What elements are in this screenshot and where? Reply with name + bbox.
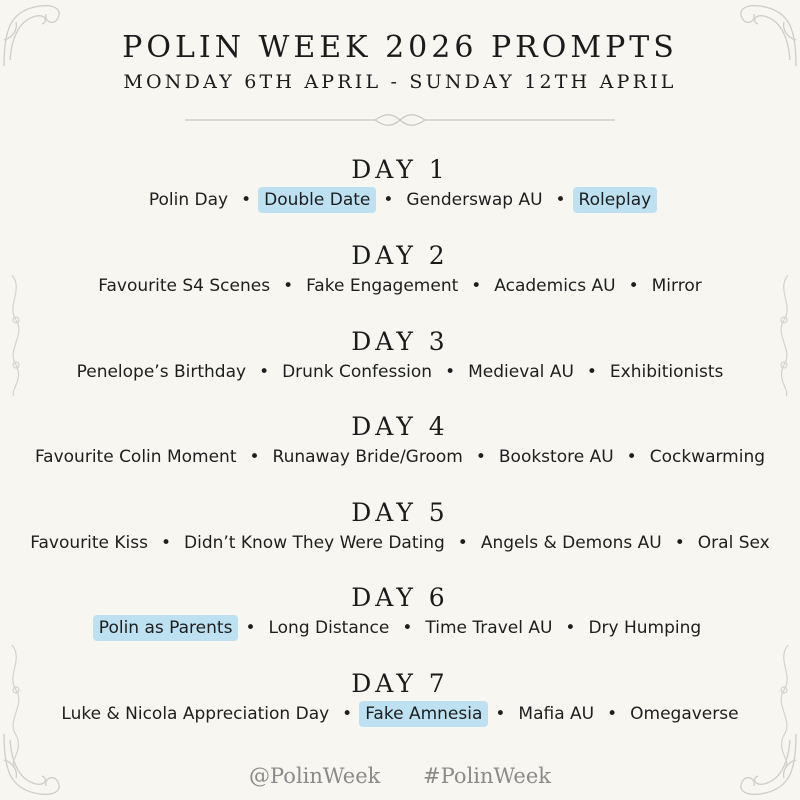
day-block: [0, 668, 800, 727]
prompt-item: Drunk Confession: [282, 362, 433, 382]
footer: [0, 764, 800, 788]
prompt-item: Favourite Colin Moment: [34, 447, 237, 467]
bullet-separator-icon: •: [495, 704, 506, 724]
prompt-item: Dry Humping: [588, 618, 702, 638]
ornamental-divider-icon: [185, 112, 615, 126]
prompt-item: Angels & Demons AU: [480, 533, 662, 553]
prompt-row: [0, 359, 800, 385]
prompt-item: Bookstore AU: [498, 447, 614, 467]
day-heading: DAY 2: [351, 241, 449, 270]
bullet-separator-icon: •: [445, 362, 456, 382]
bullet-separator-icon: •: [342, 704, 353, 724]
prompt-item: Didn’t Know They Were Dating: [184, 533, 445, 553]
prompt-item-highlighted: Double Date: [258, 187, 376, 213]
bullet-separator-icon: •: [283, 276, 294, 296]
prompt-item: Fake Engagement: [306, 276, 459, 296]
prompt-item: Genderswap AU: [406, 190, 543, 210]
day-heading: DAY 3: [351, 327, 449, 356]
bullet-separator-icon: •: [259, 362, 270, 382]
prompt-item: Polin Day: [148, 190, 229, 210]
bullet-separator-icon: •: [241, 190, 252, 210]
prompt-item: Runaway Bride/Groom: [272, 447, 463, 467]
day-heading: DAY 7: [351, 669, 449, 698]
prompt-item-highlighted: Roleplay: [573, 187, 658, 213]
bullet-separator-icon: •: [565, 618, 576, 638]
bullet-separator-icon: •: [402, 618, 413, 638]
prompt-item: Exhibitionists: [609, 362, 724, 382]
bullet-separator-icon: •: [160, 533, 172, 553]
prompt-row: [0, 444, 800, 470]
prompt-item: Favourite S4 Scenes: [98, 276, 271, 296]
day-block: [0, 240, 800, 299]
prompt-item: Long Distance: [268, 618, 390, 638]
bullet-separator-icon: •: [249, 447, 260, 467]
prompt-item: Medieval AU: [468, 362, 574, 382]
prompt-item: Penelope’s Birthday: [76, 362, 247, 382]
social-handle: @PolinWeek: [249, 764, 381, 788]
date-range: MONDAY 6TH APRIL - SUNDAY 12TH APRIL: [123, 71, 677, 93]
prompt-row: [0, 701, 800, 727]
prompt-row: [0, 273, 800, 299]
bullet-separator-icon: •: [457, 533, 468, 553]
bullet-separator-icon: •: [471, 276, 482, 296]
prompt-item-highlighted: Polin as Parents: [93, 615, 239, 641]
prompt-row: [0, 187, 800, 213]
prompt-item: Oral Sex: [697, 533, 770, 553]
prompt-item: Luke & Nicola Appreciation Day: [61, 704, 330, 724]
prompt-item: Time Travel AU: [425, 618, 553, 638]
prompt-row: [0, 530, 800, 556]
day-block: [0, 411, 800, 470]
prompt-item-highlighted: Fake Amnesia: [359, 701, 488, 727]
bullet-separator-icon: •: [586, 362, 597, 382]
day-block: [0, 497, 800, 556]
hashtag: #PolinWeek: [423, 764, 551, 788]
bullet-separator-icon: •: [674, 533, 685, 553]
day-block: [0, 326, 800, 385]
prompt-item: Academics AU: [494, 276, 616, 296]
day-heading: DAY 1: [351, 155, 449, 184]
bullet-separator-icon: •: [555, 190, 566, 210]
bullet-separator-icon: •: [628, 276, 639, 296]
prompt-item: Omegaverse: [630, 704, 739, 724]
day-block: [0, 582, 800, 641]
day-block: [0, 154, 800, 213]
bullet-separator-icon: •: [607, 704, 618, 724]
day-heading: DAY 4: [351, 412, 449, 441]
day-heading: DAY 5: [351, 498, 449, 527]
prompt-item: Mirror: [651, 276, 702, 296]
bullet-separator-icon: •: [383, 190, 394, 210]
day-heading: DAY 6: [351, 583, 449, 612]
bullet-separator-icon: •: [475, 447, 486, 467]
prompt-item: Favourite Kiss: [30, 533, 148, 553]
page-title: POLIN WEEK 2026 PROMPTS: [122, 30, 678, 65]
prompt-item: Cockwarming: [649, 447, 766, 467]
prompt-item: Mafia AU: [518, 704, 595, 724]
bullet-separator-icon: •: [245, 618, 256, 638]
bullet-separator-icon: •: [626, 447, 637, 467]
prompt-row: [0, 615, 800, 641]
